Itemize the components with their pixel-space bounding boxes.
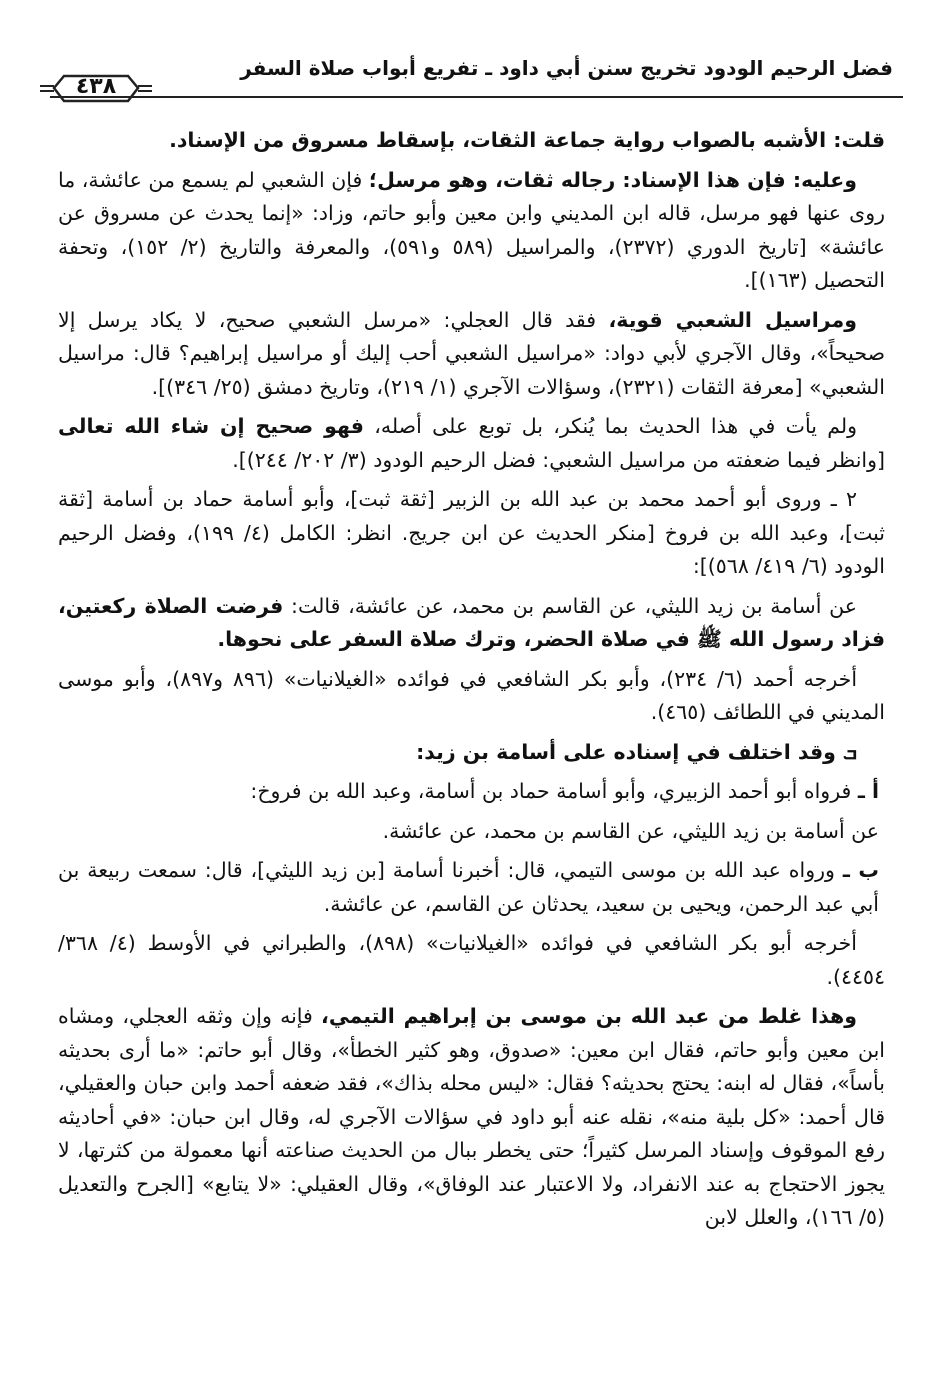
header-title: فضل الرحيم الودود تخريج سنن أبي داود ـ تفريع أبواب صلاة السفر [240, 56, 893, 80]
page-body [58, 124, 885, 1241]
paragraph-7: أخرجه أحمد (٦/ ٢٣٤)، وأبو بكر الشافعي في فوائده «الغيلانيات» (٨٩٦ و٨٩٧)، وأبو موسى المديني في اللطائف (٤٦٥). [58, 666, 885, 724]
paragraph-4: ولم يأت في هذا الحديث بما يُنكر، بل توبع على أصله، فهو صحيح إن شاء الله تعالى [وانظر فيما ضعفته من مراسيل الشعبي: فضل الرحيم الودود (٣/ ٢٠٢/ ٢٤٤)]. [58, 414, 885, 472]
paragraph-3: ومراسيل الشعبي قوية، فقد قال العجلي: «مرسل الشعبي صحيح، لا يكاد يرسل إلا صحيحاً»، وقال الآجري لأبي دواد: «مراسيل الشعبي أحب إليك أو مراسيل إبراهيم؟ قال: مراسيل الشعبي» [معرفة الثقات (٢٣٢١)، وسؤالات الآجري (١/ ٢١٩)، وتاريخ دمشق (٢٥/ ٣٤٦)]. [58, 307, 885, 399]
page-number-badge [40, 68, 152, 110]
paragraph-6: عن أسامة بن زيد الليثي، عن القاسم بن محمد، عن عائشة، قالت: فرضت الصلاة ركعتين، فزاد رسول الله ﷺ في صلاة الحضر، وترك صلاة السفر على نحوها. [58, 593, 885, 651]
running-header [40, 48, 903, 88]
paragraph-9: أ ـ فرواه أبو أحمد الزبيري، وأبو أسامة حماد بن أسامة، وعبد الله بن فروخ: [250, 779, 879, 803]
header-rule [50, 96, 903, 98]
paragraph-11: ب ـ ورواه عبد الله بن موسى التيمي، قال: أخبرنا أسامة [بن زيد الليثي]، قال: سمعت ربيعة بن أبي عبد الرحمن، ويحيى بن سعيد، يحدثان عن القاسم، عن عائشة. [58, 858, 879, 916]
paragraph-5: ٢ ـ وروى أبو أحمد محمد بن عبد الله بن الزبير [ثقة ثبت]، وأبو أسامة حماد بن أسامة [ثقة ثبت]، وعبد الله بن فروخ [منكر الحديث عن ابن جريج. انظر: الكامل (٤/ ١٩٩)، وفضل الرحيم الودود (٦/ ٤١٩/ ٥٦٨)]: [58, 487, 885, 578]
paragraph-10: عن أسامة بن زيد الليثي، عن القاسم بن محمد، عن عائشة. [382, 818, 879, 843]
paragraph-1: قلت: الأشبه بالصواب رواية جماعة الثقات، بإسقاط مسروق من الإسناد. [169, 128, 885, 152]
page-number: ٤٣٨ [75, 74, 117, 99]
paragraph-2: وعليه: فإن هذا الإسناد: رجاله ثقات، وهو مرسل؛ فإن الشعبي لم يسمع من عائشة، ما روى عنها فهو مرسل، قاله ابن المديني وابن معين وأبو حاتم، وزاد: «إنما يحدث عن مسروق عن عائشة» [تاريخ الدوري (٢٣٧٢)، والمراسيل (٥٨٩ و٥٩١)، والمعرفة والتاريخ (٢/ ١٥٢)، وتحفة التحصيل (١٦٣)]. [58, 167, 885, 292]
paragraph-8: ܒ وقد اختلف في إسناده على أسامة بن زيد: [416, 739, 857, 764]
paragraph-13: وهذا غلط من عبد الله بن موسى بن إبراهيم التيمي، فإنه وإن وثقه العجلي، ومشاه ابن معين وأبو حاتم، فقال ابن معين: «صدوق، وهو كثير الخطأ»، وقال أبو حاتم: «ما أرى بحديثه بأساً»، فقال له ابنه: يحتج بحديثه؟ فقال: «ليس محله بذاك»، فقد ضعفه أحمد وابن حبان والعقيلي، قال أحمد: «كل بلية منه»، نقله عنه أبو داود في سؤالات الآجري له، وقال ابن حبان: «في أحاديثه رفع الموقوف وإسناد المرسل كثيراً؛ حتى يخطر ببال من الحديث صناعته أنها معمولة من كثرتها، لا يجوز الاحتجاج به عند الانفراد، ولا الاعتبار عند الوفاق»، وقال العقيلي: «لا يتابع» [الجرح والتعديل (٥/ ١٦٦)، والعلل لابن [58, 1004, 885, 1229]
paragraph-12: أخرجه أبو بكر الشافعي في فوائده «الغيلانيات» (٨٩٨)، والطبراني في الأوسط (٤/ ٣٦٨/ ٤٤٥٤). [58, 931, 885, 989]
